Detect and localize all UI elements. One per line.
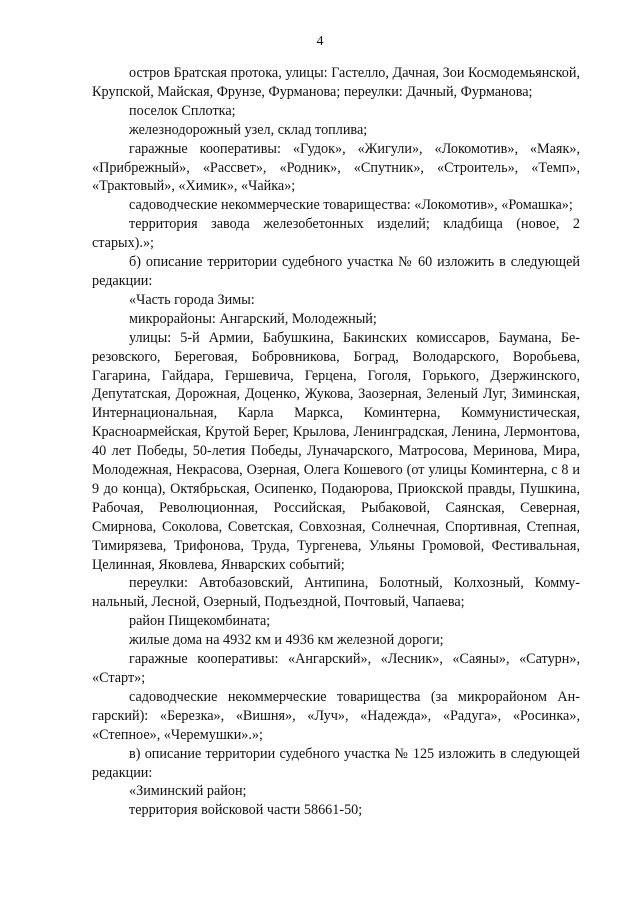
paragraph: переулки: Автобазовский, Антипина, Болотный, Колхозный, Коммунальный, Лесной, Озерный, Подъездной, Почтовый, Чапаева; <box>92 575 580 611</box>
paragraph: остров Братская протока, улицы: Гастелло, Дачная, Зои Космодемьянской, Крупской, Майская, Фрунзе, Фурманова; переулки: Дачный, Фурманова; <box>92 65 580 100</box>
paragraph: садоводческие некоммерческие товарищества: «Локомотив», «Ромашка»; <box>129 197 573 214</box>
paragraph: садоводческие некоммерческие товарищества (за микрорайоном Ангарский): «Березка», «Вишня», «Луч», «Надежда», «Радуга», «Росинка», «Степное», «Черемушки».»; <box>92 688 580 743</box>
paragraph: б) описание территории судебного участка № 60 изложить в следующей редакции: <box>92 254 580 289</box>
paragraph: улицы: 5-й Армии, Бабушкина, Бакинских комиссаров, Баумана, Березовского, Береговая, Бобровникова, Боград, Володарского, Воробьева, Гагарина, Гайдара, Гершевича, Герцена, Гоголя, Горького, Дзержинского, Депутатская, Дорожная, Доценко, Жукова, Заозерная, Зеленый Луг, Зиминская, Интернациональная, Карла Маркса, Коминтерна, Коммунистическая, Красноармейская, Крутой Берег, Крылова, Ленинградская, Ленина, Лермонтова, 40 лет Победы, 50-летия Победы, Луначарского, Матросова, Меринова, Мира, Молодежная, Некрасова, Озерная, Олега Кошевого (от улицы Коминтерна, с 8 и 9 до конца), Октябрьская, Осипенко, Подаюрова, Приокской правды, Пушкина, Рабочая, Революционная, Российская, Рыбаковой, Саянская, Северная, Смирнова, Соколова, Советская, Совхозная, Солнечная, Спортивная, Степная, Тимирязева, Трифонова, Труда, Тургенева, Ульяны Громовой, Фестивальная, Целинная, Яковлева, Январских событий; <box>92 329 580 573</box>
paragraph: гаражные кооперативы: «Гудок», «Жигули», «Локомотив», «Маяк», «Прибрежный», «Рассвет», «Родник», «Спутник», «Строитель», «Темп», «Трактовый», «Химик», «Чайка»; <box>92 140 580 195</box>
paragraph: в) описание территории судебного участка № 125 изложить в следующей редакции: <box>92 745 580 781</box>
paragraph: «Зиминский район; <box>129 783 247 800</box>
document-body <box>92 64 580 820</box>
paragraph: «Часть города Зимы: <box>129 291 255 308</box>
paragraph: территория войсковой части 58661-50; <box>129 802 363 819</box>
paragraph: железнодорожный узел, склад топлива; <box>129 121 368 138</box>
paragraph: поселок Сплотка; <box>129 102 236 119</box>
page-number: 4 <box>316 34 324 49</box>
paragraph: территория завода железобетонных изделий; кладбища (новое, 2 старых).»; <box>92 216 580 252</box>
paragraph: район Пищекомбината; <box>129 613 271 630</box>
paragraph: гаражные кооперативы: «Ангарский», «Лесник», «Саяны», «Сатурн», «Старт»; <box>92 651 580 686</box>
paragraph: жилые дома на 4932 км и 4936 км железной дороги; <box>129 632 444 649</box>
paragraph: микрорайоны: Ангарский, Молодежный; <box>129 310 377 327</box>
